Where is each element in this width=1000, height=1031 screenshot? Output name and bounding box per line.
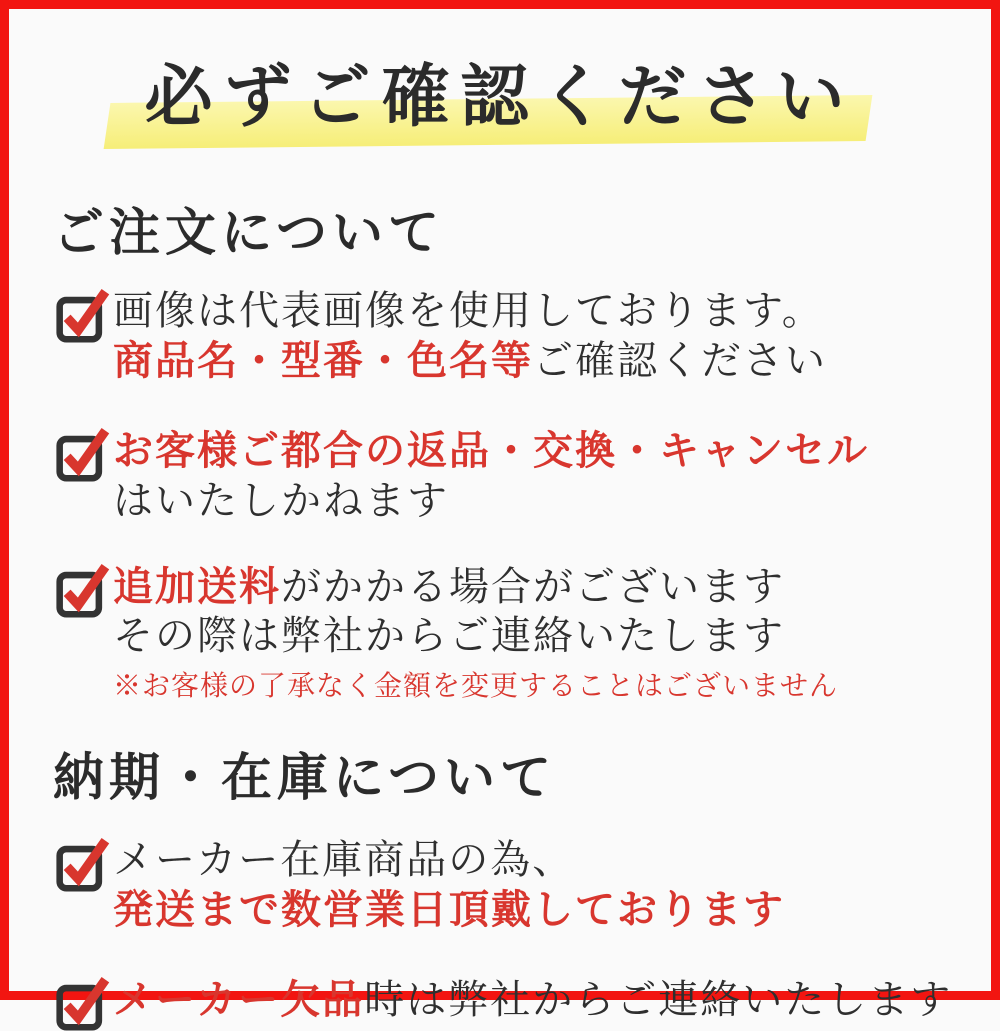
item-text-segment: 時は弊社からご連絡いたします: [364, 976, 953, 1023]
item-line: [113, 336, 827, 386]
item-text-segment: 追加送料: [113, 562, 281, 610]
item-text: [113, 426, 869, 525]
item-text-segment: メーカー欠品: [113, 975, 365, 1023]
item-text: [113, 975, 952, 1025]
item-note: ※お客様の了承なく金額を変更することはございません: [113, 669, 839, 703]
item-line: [113, 975, 952, 1025]
item-line: [113, 562, 838, 612]
item-text: [113, 562, 838, 704]
list-item: [55, 287, 971, 386]
item-text-segment: 商品名・型番・色名等: [113, 337, 533, 385]
item-text-segment: はいたしかねます: [113, 477, 449, 524]
item-line: [113, 477, 869, 526]
page-title-block: [9, 43, 991, 155]
item-line: [113, 836, 785, 885]
item-text-segment: その際は弊社からご連絡いたします: [113, 612, 785, 659]
item-line: [113, 885, 785, 935]
list-item: [55, 562, 971, 704]
item-text: [113, 836, 785, 935]
item-line: [113, 287, 827, 336]
item-text-segment: メーカー在庫商品の為、: [113, 836, 575, 883]
checked-checkbox-icon: [55, 836, 111, 892]
section-heading-orders: ご注文について: [53, 203, 444, 263]
list-item: [55, 975, 971, 1031]
checked-checkbox-icon: [55, 562, 111, 618]
item-text-segment: ご確認ください: [533, 338, 827, 385]
page-title: 必ずご確認ください: [144, 57, 856, 137]
list-item: [55, 836, 971, 935]
item-line: [113, 612, 838, 661]
item-text-segment: がかかる場合がございます: [281, 563, 785, 610]
item-text-segment: 発送まで数営業日頂戴しております: [113, 885, 785, 933]
item-text: [113, 287, 827, 386]
list-item: [55, 426, 971, 525]
checked-checkbox-icon: [55, 426, 111, 482]
item-text-segment: 画像は代表画像を使用しております。: [113, 288, 824, 334]
item-text-segment: お客様ご都合の返品・交換・キャンセル: [113, 427, 869, 475]
checked-checkbox-icon: [55, 975, 111, 1031]
item-line: [113, 426, 869, 476]
section-heading-stock: 納期・在庫について: [53, 747, 556, 808]
checked-checkbox-icon: [55, 287, 111, 343]
